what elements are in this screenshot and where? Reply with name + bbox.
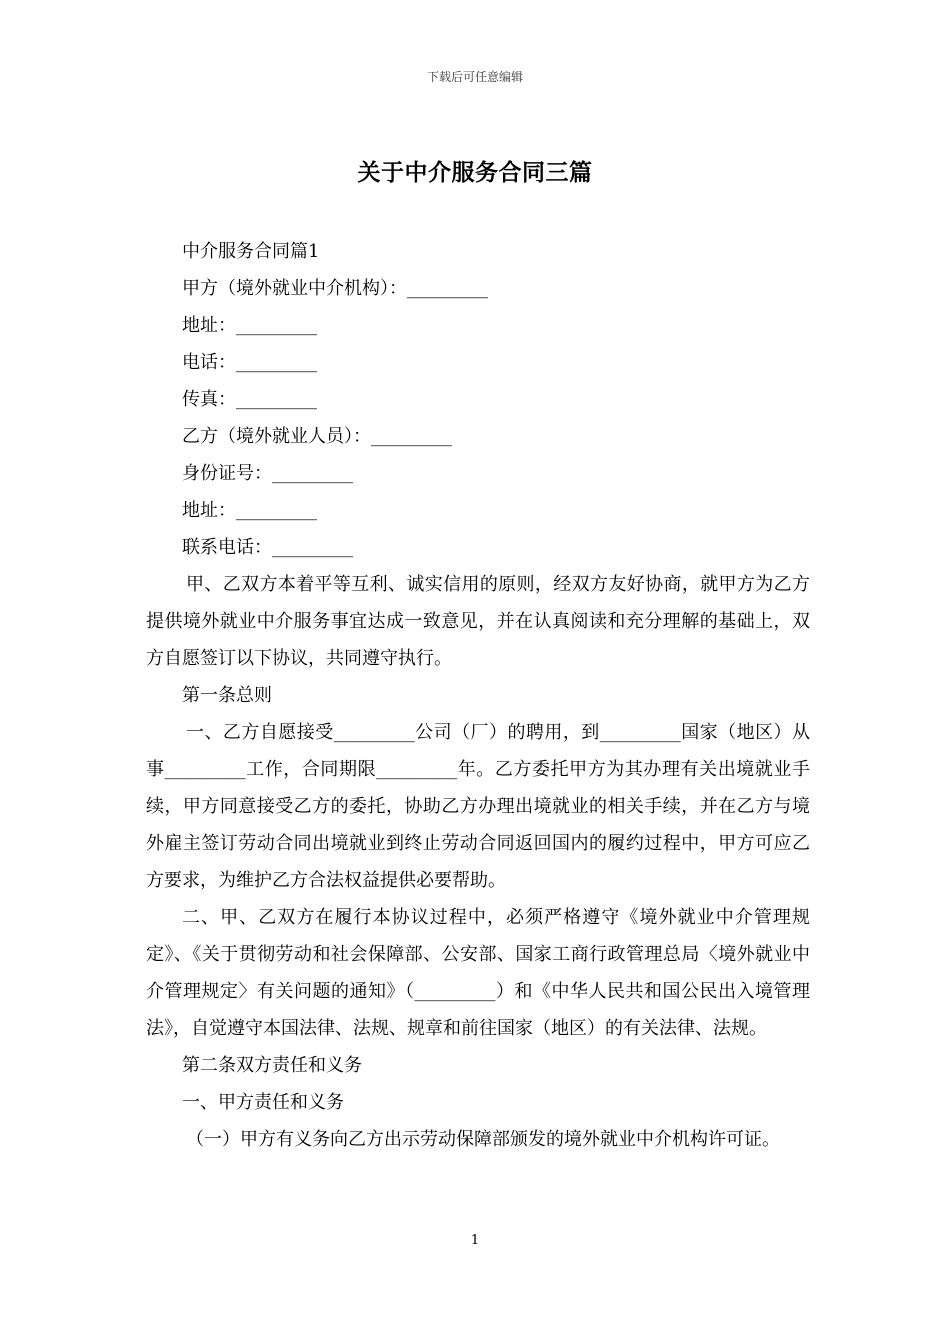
article1-item1: 一、乙方自愿接受_________公司（厂）的聘用，到_________国家（地区）从事_________工作，合同期限_________年。乙方委托甲方为其办理有关出境就业手续，甲方同意接受乙方的委托，协助乙方办理出境就业的相关手续，并在乙方与境外雇主签订劳动合同出境就业到终止劳动合同返回国内的履约过程中，甲方可应乙方要求，为维护乙方合法权益提供必要帮助。: [146, 722, 810, 891]
contact-phone-line: 联系电话：_________: [182, 537, 353, 558]
id-number-line: 身份证号：_________: [182, 463, 353, 484]
phone-a-line: 电话：_________: [182, 352, 317, 373]
article1-title: 第一条总则: [182, 685, 272, 706]
party-b-line: 乙方（境外就业人员）：_________: [182, 426, 452, 447]
party-a-line: 甲方（境外就业中介机构）：_________: [182, 278, 488, 299]
document-title: 关于中介服务合同三篇: [357, 159, 593, 186]
article2-title: 第二条双方责任和义务: [182, 1055, 362, 1076]
page-header: 下载后可任意编辑: [426, 70, 523, 84]
document-body: [146, 233, 810, 1158]
section-title: 中介服务合同篇1: [182, 241, 320, 262]
intro-paragraph: 甲、乙双方本着平等互利、诚实信用的原则，经双方友好协商，就甲方为乙方提供境外就业中介服务事宜达成一致意见，并在认真阅读和充分理解的基础上，双方自愿签订以下协议，共同遵守执行。: [146, 574, 810, 669]
article1-item2: 二、甲、乙双方在履行本协议过程中，必须严格遵守《境外就业中介管理规定》、《关于贯彻劳动和社会保障部、公安部、国家工商行政管理总局〈境外就业中介管理规定〉有关问题的通知》（_________）和《中华人民共和国公民出入境管理法》，自觉遵守本国法律、法规、规章和前往国家（地区）的有关法律、法规。: [146, 907, 810, 1039]
fax-a-line: 传真：_________: [182, 389, 317, 410]
page-number: 1: [470, 1233, 480, 1248]
article2-sub1: 一、甲方责任和义务: [182, 1092, 344, 1113]
address-b-line: 地址：_________: [182, 500, 317, 521]
article2-sub1-item1: （一）甲方有义务向乙方出示劳动保障部颁发的境外就业中介机构许可证。: [186, 1129, 780, 1150]
address-a-line: 地址：_________: [182, 315, 317, 336]
